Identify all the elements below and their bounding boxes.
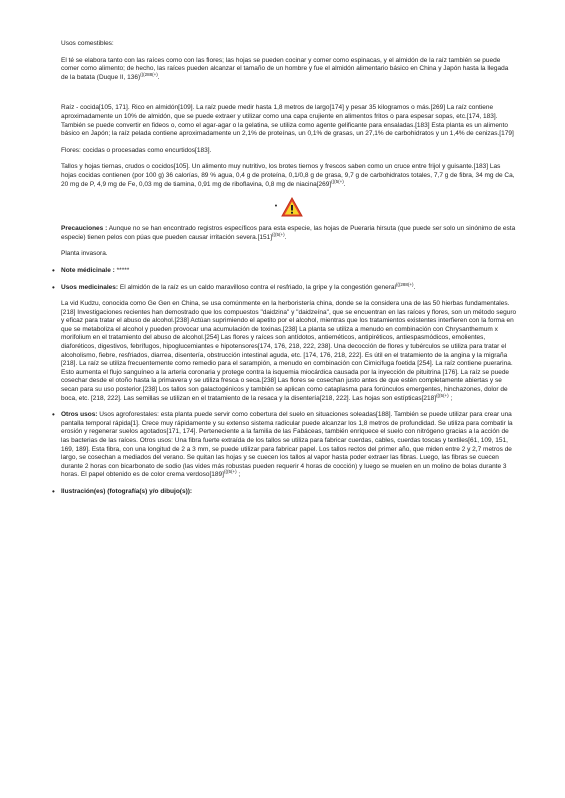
reference-superscript: (((5(+) [331,178,344,184]
root-paragraph: Raíz - cocida[105, 171]. Rico en almidón[109]. La raíz puede medir hasta 1,8 metros de largo[174] y pesar 35 kilogramos o más.[269] La raíz contiene aproximadamente un 10% de almidón, que se puede extraer y utilizar como una capa crujiente en alimentos fritos o para espesar sopas, etc.[174, 183]. También se puede convertir en fideos o, como el agar-agar o la gelatina, se utiliza como agente gelificante para ensaladas.[183] Esta planta es un alimento básico en Japón; la raíz pelada contiene aproximadamente un 2,1% de proteínas, un 0,1% de grasas, un 27,1% de carbohidratos y un 1,4% de cenizas.[179] [61,104,514,138]
kudzu-paragraph: La vid Kudzu, conocida como Ge Gen en China, se usa comúnmente en la herboristería china, donde se la considera una de las 50 hierbas fundamentales.[218] Investigaciones recientes han demostrado que los compuestos "daidzina" y "daidzeína", que se encuentran en las raíces y flores, son un método seguro y eficaz para tratar el abuso de alcohol.[238] Actúan suprimiendo el apetito por el alcohol, mientras que los tratamientos existentes interfieren con la forma en que se metaboliza el alcohol y pueden provocar una acumulación de toxinas.[238] La planta se utiliza a menudo en combinación con Chrysanthemum x morifolium en el tratamiento del abuso de alcohol.[254] Las flores y raíces son antídotos, antieméticos, antipiréticos, antiespasmódicos, emolientes, diaforéticos, digestivos, febrífugos, hipoglucemiantes e hipotensores[174, 176, 218, 222, 238]. Una decocción de flores y tubérculos se utiliza para tratar el alcoholismo, fiebre, resfriados, diarrea, disentería, obstrucción intestinal aguda, etc. [174, 176, 218, 222]. Es útil en el tratamiento de la angina y la migraña [218]. La raíz se utiliza frecuentemente como remedio para el sarampión, a menudo en combinación con Cimicifuga foetida [254]. La raíz contiene puerarina. Esto aumenta el flujo sanguíneo a la arteria coronaria y protege contra la isquemia miocárdica causada por la inyección de pituitrina [176]. La raíz se puede cosechar desde el otoño hasta la primavera y se utiliza fresca o seca.[238] Las flores se cosechan justo antes de que estén completamente abiertas y se secan para su uso posterior.[238] Los tallos son galactogénicos y también se aplican como cataplasma para forúnculos emergentes, hinchazones, dolor de boca, etc. [218, 222]. Las semillas se utilizan en el tratamiento de la resaca y la disentería[218, 222]. Las hojas son $estípticas[218]^{(((5(+)}$ ; [61,300,517,402]
list-item-other-uses: • Otros usos: Usos agroforestales: esta planta puede servir como cobertura del suelo en situaciones soleadas[188]. También se puede utilizar para crear una pantalla temporal rápida[1]. Crece muy rápidamente y su extenso sistema radicular puede alcanzar los 1,8 metros de profundidad. Se utiliza para combatir la erosión y regenerar suelos agotados[171, 174]. Perteneciente a la familia de las Fabáceas, también enriquece el suelo con nitrógeno gracias a la acción de las bacterias de las raíces. Otros usos: Una fibra fuerte extraída de los tallos se utiliza para fabricar cuerdas, cables, cuerdas toscas y textiles[61, 109, 151, 169, 189]. Esta fibra, con una longitud de 2 a 3 mm, se puede utilizar para fabricar papel. Los tallos rectos del primer año, que miden entre 2 y 2,7 metros de largo, se cosechan a mediados del verano. Se quitan las hojas y se cuecen los tallos al vapor hasta poder extraer las fibras. Luego, las fibras se cuecen durante 2 horas con bicarbonato de sodio (las vides más robustas pueden requerir 4 horas de cocción) y luego se muelen en un molino de bolas durante 3 horas. El papel obtenido es de color crema $verdoso[189]^{(((5(+)}$ ; [61,411,517,480]
edible-uses-heading: Usos comestibles: [61,40,114,47]
list-item-medicinal-note: • Note médicinale : ***** [61,267,517,276]
reference-superscript: (((5(+) [436,392,449,398]
flowers-paragraph: Flores: cocidas o procesadas como encurtidos[183]. [61,146,212,154]
warning-triangle-icon [281,197,303,217]
stems-paragraph: Tallos y hojas tiernas, crudos o cocidos[105]. Un alimento muy nutritivo, los brotes tiernos y frescos saben como un cruce entre frijol y guisante.[183] Las hojas cocidas contienen (por 100 g) 36 calorías, 89 % agua, 0,4 g de proteína, 0,1/0,8 g de grasa, 9,7 g de carbohidratos totales, 7,7 g de fibra, 34 mg de Ca, 20 mg de P, 4,9 mg de Fe, 0,03 mg de tiamina, 0,91 mg de riboflavina, 0,8 mg de $niacina[269]^{(((5(+)}$. [61,163,515,188]
list-item-illustrations: • Ilustración(es) (fotografía(s) y/o dibujo(s)): [61,488,517,497]
reference-superscript: (((288(+) [140,71,158,77]
invasive-note: Planta invasora. [61,250,108,258]
precautions-paragraph: Precauciones : Aunque no se han encontrado registros específicos para esta especie, las hojas de Pueraria hirsuta (que puede ser solo un sinónimo de esta especie) tienen pelos con púas que pueden causar irritación $severa.[151]^{(((5(+)}$. [61,225,516,241]
reference-superscript: (((5(+) [223,469,237,475]
reference-superscript: (((288(+) [395,281,414,287]
list-item-medicinal-uses: • Usos medicinales: El almidón de la raíz es un caldo maravilloso contra el resfriado, la gripe y la congestión general$^{(((288(+)}$. La vid Kudzu, conocida como Ge Gen en China, se usa comúnmente en la herboristería china, donde se la considera una de las 50 hierbas fundamentales.[218] Investigaciones recientes han demostrado que los compuestos "daidzina" y "daidzeína", que se encuentran en las raíces y flores, son un método seguro y eficaz para tratar el abuso de alcohol.[238] Actúan suprimiendo el apetito por el alcohol, mientras que los tratamientos existentes interfieren con la forma en que se metaboliza el alcohol y pueden provocar una acumulación de toxinas.[238] La planta se utiliza a menudo en combinación con Chrysanthemum x morifolium en el tratamiento del abuso de alcohol.[254] Las flores y raíces son antídotos, antieméticos, antipiréticos, antiespasmódicos, emolientes, diaforéticos, digestivos, febrífugos, hipoglucemiantes e hipotensores[174, 176, 218, 222, 238]. Una decocción de flores y tubérculos se utiliza para tratar el alcoholismo, fiebre, resfriados, diarrea, disentería, obstrucción intestinal aguda, etc. [174, 176, 218, 222]. Es útil en el tratamiento de la angina y la migraña [218]. La raíz se utiliza frecuentemente como remedio para el sarampión, a menudo en combinación con Cimicifuga foetida [254]. La raíz contiene puerarina. Esto aumenta el flujo sanguíneo a la arteria coronaria y protege contra la isquemia miocárdica causada por la inyección de pituitrina [176]. La raíz se puede cosechar desde el otoño hasta la primavera y se utiliza fresca o seca.[238] Las flores se cosechan justo antes de que estén completamente abiertas y se secan para su uso posterior.[238] Los tallos son galactogénicos y también se aplican como cataplasma para forúnculos emergentes, hinchazones, dolor de boca, etc. [218, 222]. Las semillas se utilizan en el tratamiento de la resaca y la disentería[218, 222]. Las hojas son $estípticas[218]^{(((5(+)}$ ; [61,284,517,404]
warning-row: • [61,189,517,225]
edible-uses-paragraph: El té se elabora tanto con las raíces como con las flores; las hojas se pueden cocinar y comer como espinacas, y el almidón de la raíz también se puede comer como alimento; de hecho, las raíces pueden alcanzar el tamaño de un hombre y fue el almidón alimentario básico en China y Japón hasta la llegada de la batata (Duque II, 136)$^{(((288(+)}$. [61,56,509,81]
reference-superscript: (((5(+) [272,231,285,237]
precautions-label: Precauciones : [61,225,108,233]
sections-list [61,267,517,497]
